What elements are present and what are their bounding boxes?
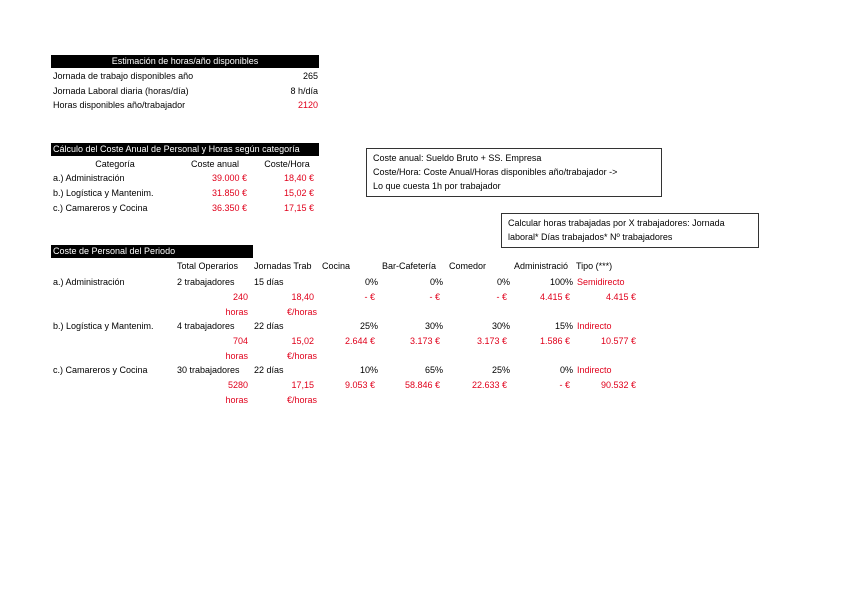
t3-rowc-jornadas: 22 días	[254, 365, 284, 375]
t3-rowa-label: a.) Administración	[53, 277, 125, 287]
table2-header: Cálculo del Coste Anual de Personal y Horas según categoría	[51, 143, 319, 156]
note1-line3: Lo que cuesta 1h por trabajador	[373, 181, 501, 191]
t3-rowa-operarios: 2 trabajadores	[177, 277, 235, 287]
t3-rowc-pct-admin: 0%	[559, 365, 573, 375]
note2-line1: Calcular horas trabajadas por X trabajadores: Jornada	[508, 218, 725, 228]
t3-rowc-pct-cocina: 10%	[359, 365, 378, 375]
t3-rowa-cost-admin: 4.415 €	[539, 292, 570, 302]
t3-rowb-rate: 15,02	[291, 336, 314, 346]
t2-row2-label: b.) Logística y Mantenim.	[53, 188, 154, 198]
t3-rowa-pct-cocina: 0%	[364, 277, 378, 287]
t3-rowc-cost-comedor: 22.633 €	[471, 380, 507, 390]
t3-rowb-horas: 704	[232, 336, 248, 346]
t3-rowa-rate-unit: €/horas	[286, 307, 317, 317]
t2-row1-label: a.) Administración	[53, 173, 125, 183]
t3-rowb-rate-unit: €/horas	[286, 351, 317, 361]
t3-col-operarios: Total Operarios	[177, 261, 239, 271]
t3-rowc-cost-admin: - €	[559, 380, 570, 390]
t1-row2-label: Jornada Laboral diaria (horas/día)	[53, 86, 189, 96]
t3-rowa-horas: 240	[232, 292, 248, 302]
t3-rowa-tipo: Semidirecto	[577, 277, 625, 287]
t3-rowb-horas-unit: horas	[225, 351, 248, 361]
t3-col-bar: Bar-Cafetería	[382, 261, 437, 271]
t3-rowb-cost-admin: 1.586 €	[539, 336, 570, 346]
t3-col-tipo: Tipo (***)	[576, 261, 613, 271]
t2-row3-hora: 17,15 €	[283, 203, 314, 213]
t3-rowa-cost-cocina: - €	[364, 292, 375, 302]
t1-row1-label: Jornada de trabajo disponibles año	[53, 71, 194, 81]
t2-col-categoria: Categoría	[95, 159, 135, 169]
t3-rowb-tipo: Indirecto	[577, 321, 612, 331]
t3-col-cocina: Cocina	[322, 261, 351, 271]
t2-row1-coste: 39.000 €	[211, 173, 247, 183]
t3-rowc-cost-cocina: 9.053 €	[344, 380, 375, 390]
t3-rowa-pct-comedor: 0%	[496, 277, 510, 287]
t3-rowc-operarios: 30 trabajadores	[177, 365, 240, 375]
note1-line2: Coste/Hora: Coste Anual/Horas disponibles año/trabajador ->	[373, 167, 618, 177]
t2-col-coste-anual: Coste anual	[190, 159, 240, 169]
note-box-horas	[501, 213, 759, 248]
t3-rowc-horas-unit: horas	[225, 395, 248, 405]
t3-rowb-label: b.) Logística y Mantenim.	[53, 321, 154, 331]
t3-rowa-cost-comedor: - €	[496, 292, 507, 302]
t3-rowb-cost-bar: 3.173 €	[409, 336, 440, 346]
t3-col-comedor: Comedor	[449, 261, 487, 271]
t3-rowa-pct-admin: 100%	[549, 277, 573, 287]
t3-rowb-pct-bar: 30%	[424, 321, 443, 331]
t2-row3-coste: 36.350 €	[211, 203, 247, 213]
t3-rowb-pct-cocina: 25%	[359, 321, 378, 331]
t3-rowc-horas: 5280	[227, 380, 248, 390]
t3-rowc-label: c.) Camareros y Cocina	[53, 365, 148, 375]
t3-rowc-pct-bar: 65%	[424, 365, 443, 375]
t2-row1-hora: 18,40 €	[283, 173, 314, 183]
t3-rowb-total: 10.577 €	[600, 336, 636, 346]
t3-rowb-cost-comedor: 3.173 €	[476, 336, 507, 346]
t3-rowb-pct-comedor: 30%	[491, 321, 510, 331]
t3-rowa-rate: 18,40	[291, 292, 314, 302]
t3-rowc-total: 90.532 €	[600, 380, 636, 390]
t2-col-coste-hora: Coste/Hora	[264, 159, 310, 169]
t3-rowc-pct-comedor: 25%	[491, 365, 510, 375]
note2-line2: laboral* Días trabajados* Nº trabajadores	[508, 232, 673, 242]
note-box-coste	[366, 148, 662, 197]
t2-row2-hora: 15,02 €	[283, 188, 314, 198]
t2-row2-coste: 31.850 €	[211, 188, 247, 198]
t1-row3-label: Horas disponibles año/trabajador	[53, 100, 186, 110]
t1-row3-value: 2120	[297, 100, 318, 110]
table1-header: Estimación de horas/año disponibles	[51, 55, 319, 68]
t3-rowc-rate: 17,15	[291, 380, 314, 390]
t3-rowa-horas-unit: horas	[225, 307, 248, 317]
t3-rowa-jornadas: 15 días	[254, 277, 284, 287]
t3-rowc-tipo: Indirecto	[577, 365, 612, 375]
t3-rowc-cost-bar: 58.846 €	[404, 380, 440, 390]
t1-row2-value: 8 h/día	[290, 86, 318, 96]
table3-header: Coste de Personal del Periodo	[51, 245, 253, 258]
t3-rowb-pct-admin: 15%	[554, 321, 573, 331]
t3-rowa-total: 4.415 €	[605, 292, 636, 302]
t3-rowa-pct-bar: 0%	[429, 277, 443, 287]
t2-row3-label: c.) Camareros y Cocina	[53, 203, 148, 213]
note1-line1: Coste anual: Sueldo Bruto + SS. Empresa	[373, 153, 542, 163]
t1-row1-value: 265	[302, 71, 318, 81]
t3-rowc-rate-unit: €/horas	[286, 395, 317, 405]
t3-rowa-cost-bar: - €	[429, 292, 440, 302]
t3-rowb-jornadas: 22 días	[254, 321, 284, 331]
t3-rowb-operarios: 4 trabajadores	[177, 321, 235, 331]
t3-col-administracion: Administració	[514, 261, 569, 271]
t3-col-jornadas: Jornadas Trab	[254, 261, 312, 271]
t3-rowb-cost-cocina: 2.644 €	[344, 336, 375, 346]
